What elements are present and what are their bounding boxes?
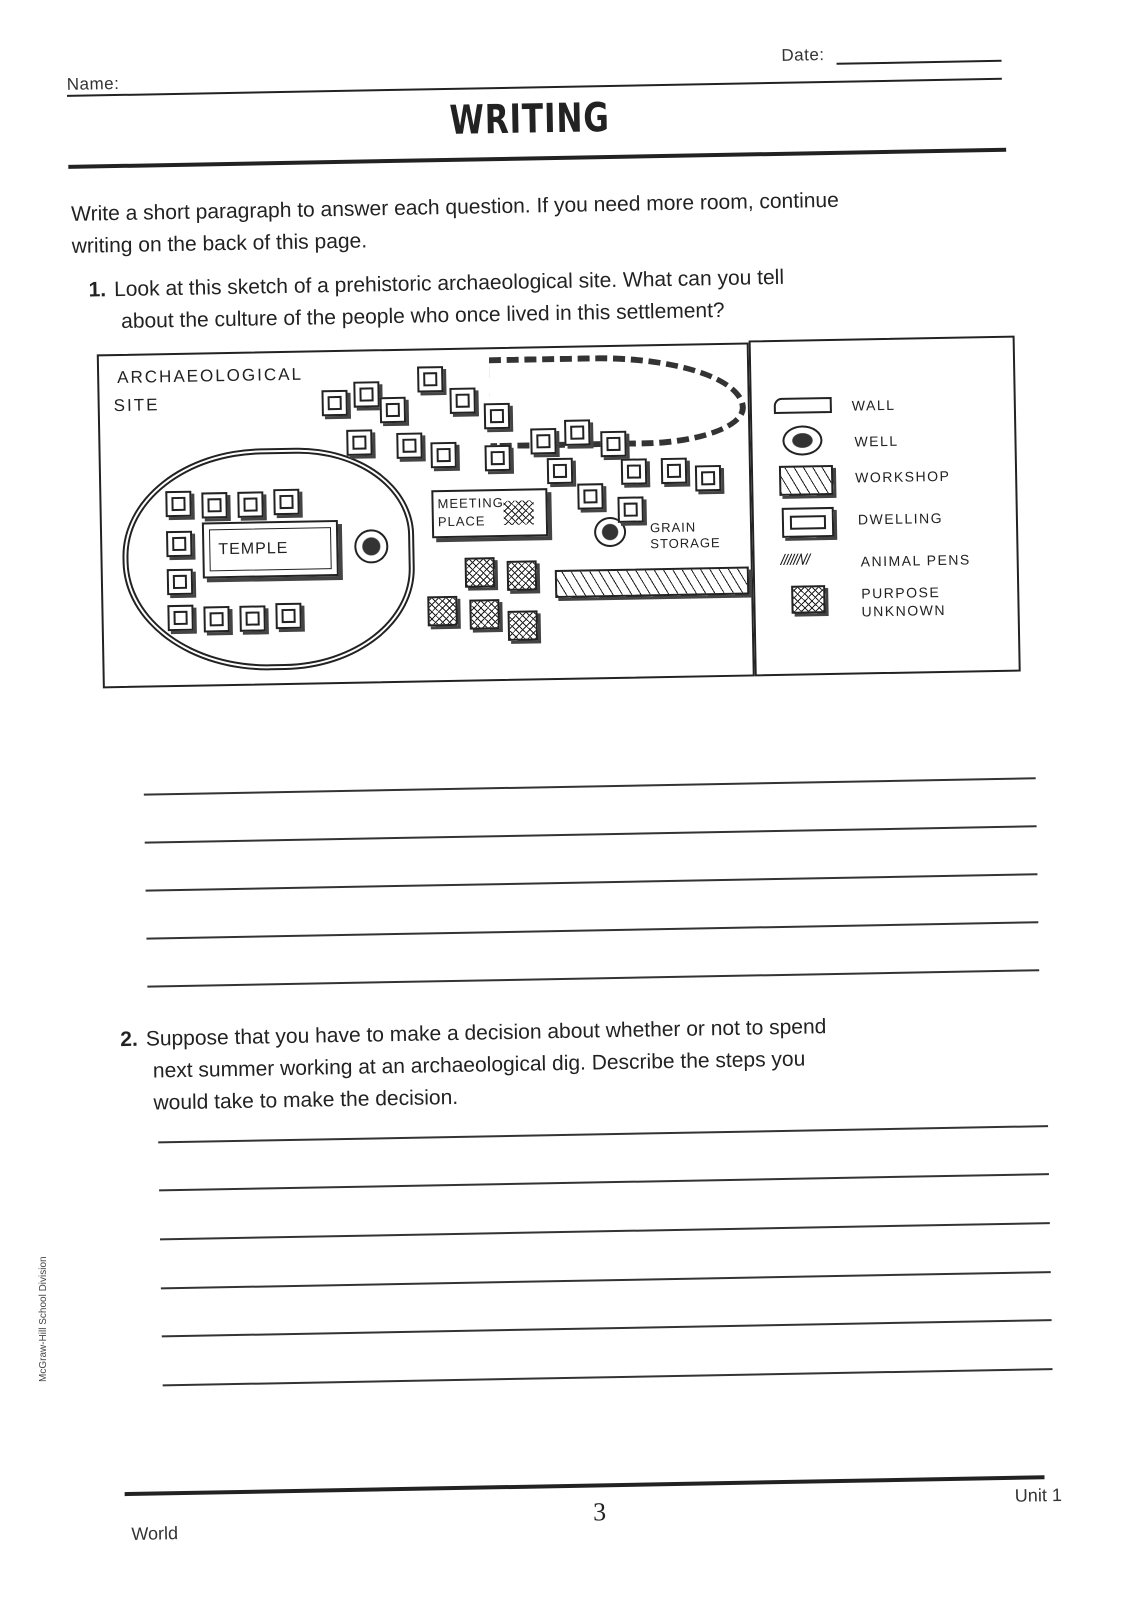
archaeological-site-map — [97, 342, 755, 688]
dwelling — [430, 442, 456, 468]
answer-line-q2[interactable] — [163, 1368, 1053, 1386]
dwelling — [239, 605, 265, 631]
map-title: SITE — [113, 395, 160, 416]
legend-label-wall: WALL — [851, 396, 896, 414]
dwelling — [564, 419, 590, 445]
purpose-unknown — [465, 557, 496, 588]
workshop-icon — [779, 465, 834, 496]
dwelling — [165, 491, 191, 517]
name-label: Name: — [66, 73, 120, 94]
dwelling — [237, 491, 263, 517]
well-icon — [782, 425, 823, 456]
dwelling — [547, 458, 573, 484]
legend-label-dwelling: DWELLING — [857, 509, 944, 528]
question-number: 2. — [120, 1027, 139, 1052]
dwelling — [203, 606, 229, 632]
answer-line-q1[interactable] — [146, 873, 1038, 891]
legend-label-purpose-unknown: PURPOSE UNKNOWN — [861, 583, 947, 620]
dwelling — [275, 603, 301, 629]
answer-line-q2[interactable] — [162, 1319, 1052, 1337]
footer-subject: World — [131, 1523, 179, 1544]
name-line[interactable] — [67, 78, 1002, 97]
map-legend — [749, 336, 1021, 677]
question-text: next summer working at an archaeological dig. Describe the steps you — [152, 1047, 806, 1083]
date-label: Date: — [781, 45, 825, 65]
dwelling — [417, 366, 443, 392]
dwelling — [449, 387, 475, 413]
title-divider — [68, 148, 1006, 169]
page-number: 3 — [592, 1497, 607, 1527]
grain-label: STORAGE — [650, 535, 721, 552]
dwelling — [396, 432, 422, 458]
question-1 — [88, 260, 889, 339]
workshop-row — [555, 567, 749, 599]
dwelling — [353, 381, 379, 407]
purpose-unknown — [508, 610, 539, 641]
answer-line-q2[interactable] — [158, 1125, 1048, 1143]
dwelling — [273, 489, 299, 515]
instructions: Write a short paragraph to answer each question. If you need more room, continue writing on the back of this page. — [70, 188, 839, 258]
answer-line-q1[interactable] — [146, 921, 1038, 939]
question-text: Look at this sketch of a prehistoric archaeological site. What can you tell — [113, 265, 785, 302]
meeting-label: PLACE — [437, 513, 486, 530]
dwelling — [484, 445, 510, 471]
answer-line-q2[interactable] — [161, 1271, 1051, 1289]
question-2 — [120, 1009, 942, 1120]
purpose-unknown-icon — [791, 585, 826, 614]
temple — [202, 520, 339, 578]
dwelling — [530, 428, 556, 454]
dwelling — [201, 492, 227, 518]
answer-line-q2[interactable] — [160, 1222, 1050, 1240]
dwelling — [167, 569, 193, 595]
dwelling-icon — [782, 507, 835, 538]
legend-label-animal-pens: ANIMAL PENS — [860, 551, 971, 570]
dwelling — [484, 403, 510, 429]
page-title: WRITING — [449, 94, 611, 144]
dwelling — [600, 431, 626, 457]
answer-line-q1[interactable] — [144, 777, 1036, 795]
question-text: Suppose that you have to make a decision about whether or not to spend — [145, 1015, 827, 1051]
date-line[interactable] — [837, 60, 1002, 65]
meeting-label: MEETING — [437, 494, 504, 512]
dwelling — [321, 390, 347, 416]
purpose-unknown — [469, 599, 500, 630]
dwelling — [621, 458, 647, 484]
dwelling — [617, 496, 643, 522]
question-text: about the culture of the people who once lived in this settlement? — [120, 298, 725, 333]
footer-divider — [125, 1475, 1045, 1495]
dwelling — [661, 458, 687, 484]
purpose-unknown — [507, 560, 538, 591]
temple-label: TEMPLE — [218, 539, 289, 559]
dwelling — [346, 429, 372, 455]
legend-label-well: WELL — [854, 432, 899, 450]
dwelling — [380, 397, 406, 423]
answer-line-q1[interactable] — [147, 969, 1039, 987]
dwelling — [167, 605, 193, 631]
answer-line-q2[interactable] — [159, 1173, 1049, 1191]
dwelling — [577, 483, 603, 509]
dwelling — [695, 465, 721, 491]
map-title: ARCHAEOLOGICAL — [117, 364, 304, 388]
answer-line-q1[interactable] — [145, 825, 1037, 843]
publisher-credit: McGraw-Hill School Division — [38, 1256, 49, 1382]
footer-unit: Unit 1 — [1014, 1484, 1063, 1506]
meeting-place — [431, 488, 548, 538]
wall-icon — [774, 397, 832, 414]
animal-pens-icon: //////\// — [780, 551, 810, 569]
purpose-unknown — [427, 596, 458, 627]
question-text: would take to make the decision. — [153, 1085, 459, 1115]
question-number: 1. — [88, 278, 107, 302]
grain-label: GRAIN — [649, 519, 697, 536]
dwelling — [166, 531, 192, 557]
legend-label-workshop: WORKSHOP — [854, 467, 951, 486]
